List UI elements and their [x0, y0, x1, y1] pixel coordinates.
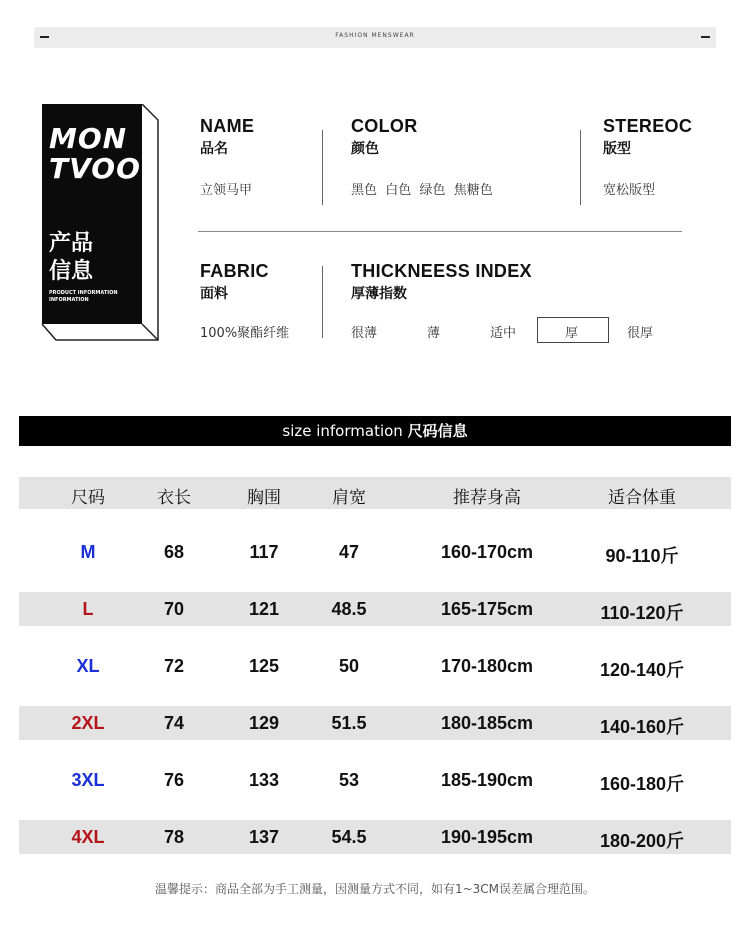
table-row	[19, 535, 731, 569]
weight-cell: 120-140斤	[599, 660, 685, 680]
thickness-title: THICKNEESS INDEX	[351, 261, 532, 281]
stereo-sub: 版型	[603, 141, 631, 157]
stereo-value: 宽松版型	[603, 183, 656, 198]
shoulder-cell: 51.5	[331, 713, 367, 733]
shoulder-cell: 47	[338, 542, 360, 562]
thickness-sub: 厚薄指数	[351, 286, 407, 302]
chest-cell: 125	[248, 656, 280, 676]
weight-cell: 180-200斤	[599, 831, 685, 851]
size-info-header	[19, 416, 731, 446]
table-row	[19, 649, 731, 683]
divider	[580, 130, 581, 205]
size-cell: 2XL	[71, 713, 105, 733]
divider	[322, 130, 323, 205]
col-height-header: 推荐身高	[453, 488, 521, 508]
thickness-level-very-thin: 很薄	[351, 326, 378, 341]
length-cell: 74	[163, 713, 185, 733]
size-info-en: size information	[282, 422, 403, 440]
height-cell: 190-195cm	[440, 827, 534, 847]
shoulder-cell: 54.5	[331, 827, 367, 847]
shoulder-cell: 48.5	[331, 599, 367, 619]
color-title: COLOR	[351, 116, 418, 136]
weight-cell: 140-160斤	[599, 717, 685, 737]
length-cell: 78	[163, 827, 185, 847]
table-row	[19, 763, 731, 797]
size-cell: L	[82, 599, 94, 619]
thickness-level-thick: 厚	[565, 326, 579, 341]
length-cell: 76	[163, 770, 185, 790]
name-title: NAME	[200, 116, 255, 136]
name-value: 立领马甲	[200, 183, 253, 198]
fabric-value: 100%聚酯纤维	[200, 326, 290, 341]
length-cell: 70	[163, 599, 185, 619]
product-info-en-line-1: PRODUCT INFORMATION	[49, 290, 118, 296]
fabric-sub: 面料	[200, 286, 228, 302]
brand-line-2: TVOO	[49, 152, 141, 185]
logo-front-panel	[42, 104, 142, 324]
thickness-level-thin: 薄	[427, 326, 441, 341]
stereo-title: STEREOC	[603, 116, 693, 136]
measurement-footnote: 温馨提示：商品全部为手工测量，因测量方式不同，如有1~3CM误差属合理范围。	[154, 882, 596, 896]
col-weight-header: 适合体重	[608, 488, 676, 508]
chest-cell: 133	[248, 770, 280, 790]
height-cell: 180-185cm	[440, 713, 534, 733]
size-cell: 3XL	[71, 770, 105, 790]
table-row	[19, 592, 731, 626]
color-value: 黑色 白色 绿色 焦糖色	[351, 183, 493, 198]
weight-cell: 160-180斤	[599, 774, 685, 794]
banner-right-dash	[701, 36, 710, 38]
product-info-cn-line-1: 产品	[49, 231, 94, 256]
brand-logo-box	[40, 104, 160, 344]
height-cell: 185-190cm	[440, 770, 534, 790]
horizontal-divider	[198, 231, 682, 232]
table-row	[19, 820, 731, 854]
col-shoulder-header: 肩宽	[332, 488, 366, 508]
fabric-title: FABRIC	[200, 261, 269, 281]
product-info-en	[49, 290, 118, 304]
divider	[322, 266, 323, 338]
shoulder-cell: 50	[338, 656, 360, 676]
table-header-row	[19, 477, 731, 509]
shoulder-cell: 53	[338, 770, 360, 790]
weight-cell: 90-110斤	[605, 546, 679, 566]
chest-cell: 121	[248, 599, 280, 619]
name-sub: 品名	[200, 141, 228, 157]
brand-wordmark	[49, 124, 141, 184]
size-info-cn: 尺码信息	[407, 422, 468, 440]
size-cell: 4XL	[71, 827, 105, 847]
height-cell: 170-180cm	[440, 656, 534, 676]
chest-cell: 137	[248, 827, 280, 847]
thickness-level-very-thick: 很厚	[627, 326, 654, 341]
length-cell: 68	[163, 542, 185, 562]
col-size-header: 尺码	[71, 488, 105, 508]
height-cell: 165-175cm	[440, 599, 534, 619]
size-cell: XL	[76, 656, 100, 676]
color-sub: 颜色	[351, 141, 379, 157]
size-cell: M	[80, 542, 96, 562]
weight-cell: 110-120斤	[600, 603, 684, 623]
banner-text: FASHION MENSWEAR	[335, 32, 415, 39]
height-cell: 160-170cm	[440, 542, 534, 562]
thickness-level-medium: 适中	[490, 326, 517, 341]
col-length-header: 衣长	[157, 488, 191, 508]
col-chest-header: 胸围	[247, 488, 281, 508]
length-cell: 72	[163, 656, 185, 676]
chest-cell: 129	[248, 713, 280, 733]
product-info-en-line-2: INFORMATION	[49, 297, 89, 303]
product-info-cn-line-2: 信息	[49, 259, 94, 284]
chest-cell: 117	[249, 542, 279, 562]
table-row	[19, 706, 731, 740]
product-info-cn	[49, 230, 93, 286]
brand-line-1: MON	[49, 122, 128, 155]
top-banner	[34, 27, 716, 48]
